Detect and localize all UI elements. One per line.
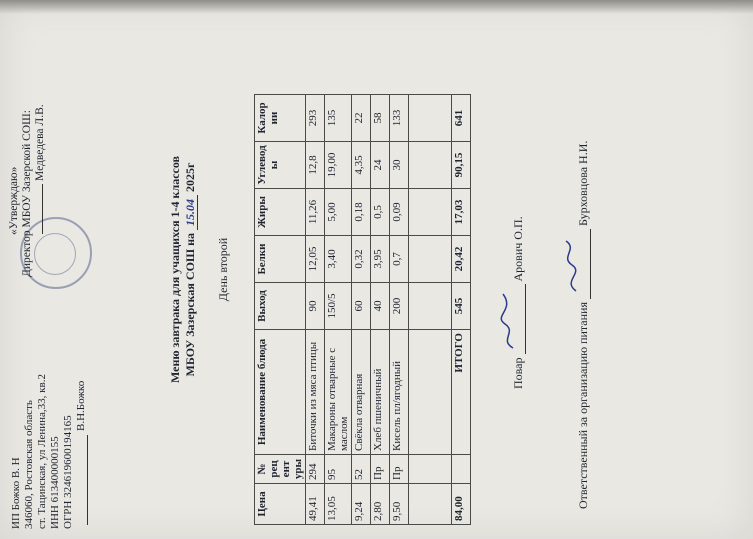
approval-heading: «Утверждаю» (8, 166, 20, 235)
header-protein: Белки (255, 236, 306, 283)
cook-signature-scribble (505, 285, 526, 355)
cook-label: Повар (511, 357, 525, 389)
total-fat: 17,03 (452, 189, 471, 236)
director-title: Директор МБОУ Зазерской СОШ: (21, 110, 33, 277)
cell-carbs: 30 (390, 142, 409, 189)
cell-recipe: 95 (325, 455, 352, 484)
table-header-row (255, 95, 306, 525)
cell-dish: Хлеб пшеничный (371, 330, 390, 455)
total-label: ИТОГО (452, 330, 471, 455)
total-calories: 641 (452, 95, 471, 142)
cell-calories: 135 (325, 95, 352, 142)
header-output: Выход (255, 283, 306, 330)
supplier-name: ИП Божко В. Н (10, 457, 22, 529)
table-row (390, 95, 409, 525)
total-price: 84,00 (452, 484, 471, 525)
header-dish: Наименование блюда (255, 330, 306, 455)
cell-output: 40 (371, 283, 390, 330)
cell-empty (409, 142, 452, 189)
responsible-name: Бурховцова Н.И. (576, 140, 590, 226)
header-fat: Жиры (255, 189, 306, 236)
cell-empty (409, 484, 452, 525)
menu-date: 15.04 (183, 195, 198, 230)
cell-empty (409, 95, 452, 142)
cell-output: 200 (390, 283, 409, 330)
cell-calories: 22 (352, 95, 371, 142)
supplier-block (10, 289, 88, 529)
cell-price: 2,80 (371, 484, 390, 525)
day-label: День второй (216, 237, 230, 302)
supplier-address: 346060, Ростовская область (23, 400, 35, 529)
cell-empty (409, 283, 452, 330)
cell-empty (409, 455, 452, 484)
table-row (352, 95, 371, 525)
supplier-inn: ИНН 613400000155 (49, 436, 61, 529)
cell-dish: Свёкла отварная (352, 330, 371, 455)
total-output: 545 (452, 283, 471, 330)
table-row (306, 95, 325, 525)
cell-protein: 3,95 (371, 236, 390, 283)
cell-fat: 5,00 (325, 189, 352, 236)
cell-empty (409, 330, 452, 455)
cell-price: 49,41 (306, 484, 325, 525)
cell-protein: 0,7 (390, 236, 409, 283)
cell-dish: Биточки из мяса птицы (306, 330, 325, 455)
menu-title-line2: МБОУ Зазерская СОШ на 15.04 2025г (183, 162, 197, 377)
menu-title (168, 0, 198, 539)
table-row (409, 95, 452, 525)
cook-signature (505, 216, 526, 389)
cell-price: 9,24 (352, 484, 371, 525)
supplier-ogrn: ОГРН 324619600194165 (62, 415, 74, 529)
cell-output: 90 (306, 283, 325, 330)
cell-calories: 58 (371, 95, 390, 142)
total-recipe (452, 455, 471, 484)
cell-price: 13,05 (325, 484, 352, 525)
cell-output: 60 (352, 283, 371, 330)
cell-recipe: Пр (390, 455, 409, 484)
cell-protein: 3,40 (325, 236, 352, 283)
total-protein: 20,42 (452, 236, 471, 283)
cell-fat: 11,26 (306, 189, 325, 236)
cell-price: 9,50 (390, 484, 409, 525)
menu-title-line1: Меню завтрака для учащихся 1-4 классов (168, 155, 182, 384)
cell-fat: 0,09 (390, 189, 409, 236)
responsible-signature-scribble (570, 229, 591, 299)
menu-table (254, 94, 471, 525)
cell-output: 150/5 (325, 283, 352, 330)
table-total-row (452, 95, 471, 525)
cell-protein: 0,32 (352, 236, 371, 283)
cell-protein: 12,05 (306, 236, 325, 283)
director-signature-line: Медведева Л.В. (34, 7, 47, 277)
header-calories: Калор ии (255, 95, 306, 142)
cell-dish: Макароны отварные с маслом (325, 330, 352, 455)
cell-empty (409, 236, 452, 283)
responsible-signature (570, 141, 591, 509)
header-carbs: Углевод ы (255, 142, 306, 189)
header-price: Цена (255, 484, 306, 525)
photo-edge-shadow (0, 0, 753, 14)
supplier-signature-line: В.Н.Божко (75, 289, 88, 529)
cell-calories: 293 (306, 95, 325, 142)
cell-recipe: 294 (306, 455, 325, 484)
supplier-street: ст. Тацинская, ул Ленина,33, кв.2 (36, 374, 48, 529)
cell-fat: 0,5 (371, 189, 390, 236)
table-row (371, 95, 390, 525)
responsible-label: Ответственный за организацию питания (576, 302, 590, 509)
cell-dish: Кисель пл/ягодный (390, 330, 409, 455)
table-row (325, 95, 352, 525)
cell-carbs: 19,00 (325, 142, 352, 189)
approval-block (8, 7, 47, 277)
cell-carbs: 4,35 (352, 142, 371, 189)
cell-fat: 0,18 (352, 189, 371, 236)
cell-carbs: 12,8 (306, 142, 325, 189)
cell-recipe: 52 (352, 455, 371, 484)
cell-calories: 133 (390, 95, 409, 142)
cell-carbs: 24 (371, 142, 390, 189)
cook-name: Арович О.П. (511, 216, 525, 282)
cell-recipe: Пр (371, 455, 390, 484)
total-carbs: 90,15 (452, 142, 471, 189)
header-recipe: № рец ент уры (255, 455, 306, 484)
cell-empty (409, 189, 452, 236)
